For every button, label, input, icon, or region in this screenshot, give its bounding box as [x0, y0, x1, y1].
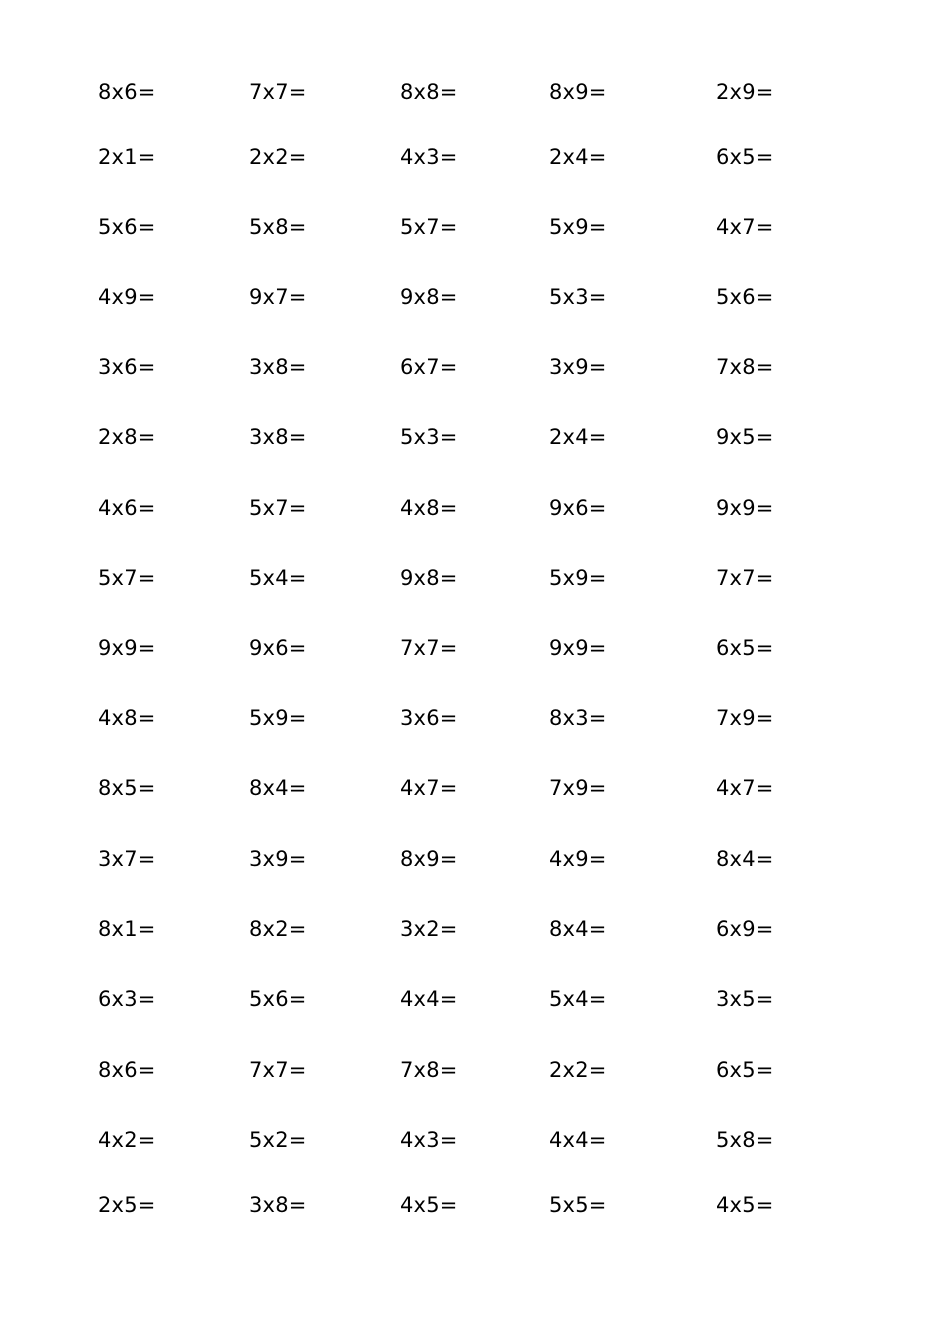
multiplication-problem: 5x9= — [249, 706, 307, 730]
multiplication-problem: 3x6= — [400, 706, 458, 730]
multiplication-problem: 3x8= — [249, 425, 307, 449]
multiplication-problem: 2x5= — [98, 1193, 156, 1217]
multiplication-problem: 6x9= — [716, 917, 774, 941]
multiplication-problem: 5x8= — [249, 215, 307, 239]
multiplication-problem: 3x8= — [249, 1193, 307, 1217]
multiplication-problem: 8x3= — [549, 706, 607, 730]
multiplication-problem: 2x4= — [549, 145, 607, 169]
multiplication-problem: 9x8= — [400, 566, 458, 590]
multiplication-problem: 4x8= — [400, 496, 458, 520]
multiplication-problem: 3x2= — [400, 917, 458, 941]
multiplication-problem: 5x4= — [549, 987, 607, 1011]
multiplication-problem: 4x9= — [549, 847, 607, 871]
multiplication-problem: 8x4= — [549, 917, 607, 941]
multiplication-problem: 4x4= — [549, 1128, 607, 1152]
multiplication-problem: 7x8= — [400, 1058, 458, 1082]
multiplication-problem: 8x6= — [98, 80, 156, 104]
multiplication-problem: 4x3= — [400, 145, 458, 169]
multiplication-problem: 6x5= — [716, 1058, 774, 1082]
multiplication-problem: 4x5= — [716, 1193, 774, 1217]
multiplication-problem: 4x7= — [716, 215, 774, 239]
multiplication-problem: 5x7= — [400, 215, 458, 239]
multiplication-problem: 5x4= — [249, 566, 307, 590]
multiplication-problem: 9x6= — [249, 636, 307, 660]
multiplication-problem: 7x7= — [400, 636, 458, 660]
multiplication-problem: 8x8= — [400, 80, 458, 104]
multiplication-problem: 8x1= — [98, 917, 156, 941]
multiplication-problem: 3x8= — [249, 355, 307, 379]
multiplication-problem: 3x9= — [249, 847, 307, 871]
multiplication-problem: 4x7= — [400, 776, 458, 800]
multiplication-problem: 4x4= — [400, 987, 458, 1011]
multiplication-problem: 9x7= — [249, 285, 307, 309]
multiplication-problem: 9x5= — [716, 425, 774, 449]
multiplication-problem: 2x8= — [98, 425, 156, 449]
multiplication-problem: 7x7= — [249, 1058, 307, 1082]
multiplication-problem: 5x7= — [98, 566, 156, 590]
multiplication-problem: 7x7= — [716, 566, 774, 590]
multiplication-problem: 5x6= — [249, 987, 307, 1011]
multiplication-problem: 2x1= — [98, 145, 156, 169]
multiplication-problem: 6x7= — [400, 355, 458, 379]
multiplication-problem: 2x2= — [549, 1058, 607, 1082]
multiplication-problem: 3x6= — [98, 355, 156, 379]
multiplication-problem: 5x6= — [98, 215, 156, 239]
multiplication-problem: 9x9= — [716, 496, 774, 520]
multiplication-problem: 5x2= — [249, 1128, 307, 1152]
multiplication-problem: 4x2= — [98, 1128, 156, 1152]
multiplication-problem: 5x3= — [400, 425, 458, 449]
multiplication-problem: 5x8= — [716, 1128, 774, 1152]
multiplication-problem: 8x4= — [716, 847, 774, 871]
multiplication-problem: 4x9= — [98, 285, 156, 309]
multiplication-problem: 4x6= — [98, 496, 156, 520]
multiplication-problem: 2x4= — [549, 425, 607, 449]
multiplication-problem: 3x9= — [549, 355, 607, 379]
multiplication-problem: 8x9= — [400, 847, 458, 871]
multiplication-problem: 9x8= — [400, 285, 458, 309]
multiplication-problem: 7x9= — [716, 706, 774, 730]
multiplication-problem: 4x7= — [716, 776, 774, 800]
multiplication-problem: 9x9= — [549, 636, 607, 660]
multiplication-problem: 2x2= — [249, 145, 307, 169]
multiplication-problem: 5x9= — [549, 215, 607, 239]
multiplication-problem: 3x5= — [716, 987, 774, 1011]
multiplication-problem: 5x6= — [716, 285, 774, 309]
multiplication-problem: 4x5= — [400, 1193, 458, 1217]
multiplication-problem: 5x7= — [249, 496, 307, 520]
multiplication-problem: 8x5= — [98, 776, 156, 800]
multiplication-problem: 5x5= — [549, 1193, 607, 1217]
multiplication-problem: 4x3= — [400, 1128, 458, 1152]
multiplication-problem: 7x9= — [549, 776, 607, 800]
multiplication-problem: 3x7= — [98, 847, 156, 871]
multiplication-problem: 9x6= — [549, 496, 607, 520]
multiplication-problem: 6x3= — [98, 987, 156, 1011]
multiplication-problem: 8x4= — [249, 776, 307, 800]
multiplication-problem: 8x2= — [249, 917, 307, 941]
multiplication-problem: 5x9= — [549, 566, 607, 590]
multiplication-problem: 9x9= — [98, 636, 156, 660]
multiplication-problem: 7x8= — [716, 355, 774, 379]
multiplication-problem: 6x5= — [716, 145, 774, 169]
multiplication-problem: 2x9= — [716, 80, 774, 104]
multiplication-problem: 8x6= — [98, 1058, 156, 1082]
multiplication-problem: 7x7= — [249, 80, 307, 104]
multiplication-problem: 6x5= — [716, 636, 774, 660]
multiplication-problem: 8x9= — [549, 80, 607, 104]
multiplication-problem: 4x8= — [98, 706, 156, 730]
multiplication-problem: 5x3= — [549, 285, 607, 309]
